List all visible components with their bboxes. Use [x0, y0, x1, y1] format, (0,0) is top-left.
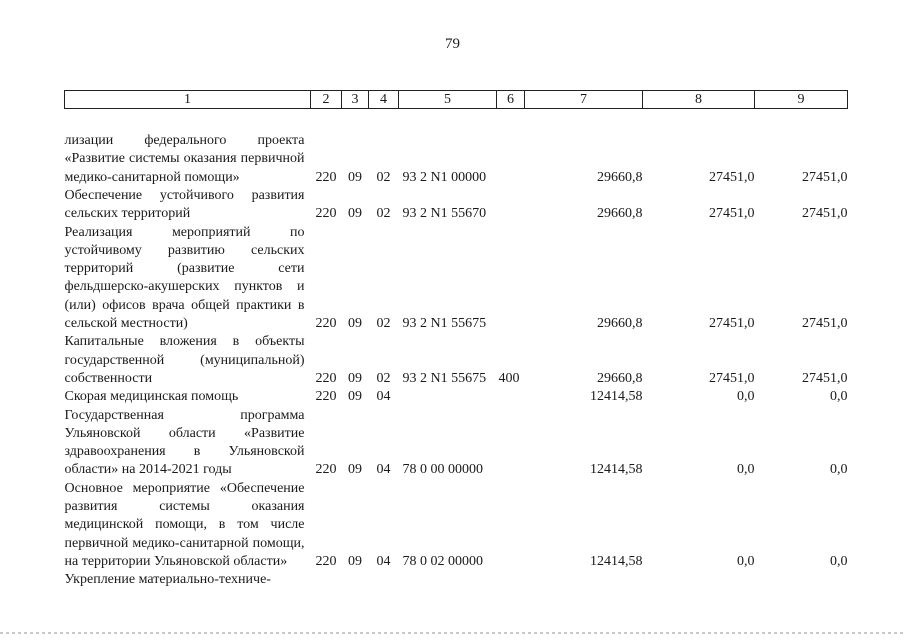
- code-admin: 220: [315, 553, 337, 569]
- header-col-8: 8: [643, 91, 755, 109]
- code-subsection: 02: [376, 169, 391, 185]
- table-row: [65, 571, 848, 589]
- code-expense-type: [497, 571, 525, 589]
- amount-col-8: [643, 571, 755, 589]
- amount-col-9: 0,0: [830, 389, 848, 405]
- row-name: Капитальные вложения в объекты государственной (муниципальной) собственности: [64, 334, 305, 386]
- code-target: 93 2 N1 55675: [402, 316, 487, 332]
- header-col-4: 4: [369, 91, 399, 109]
- code-section: 09: [348, 553, 362, 569]
- code-admin: 220: [315, 316, 337, 332]
- code-target: 78 0 00 00000: [402, 462, 483, 478]
- table-row: [65, 333, 848, 388]
- code-expense-type: [497, 388, 525, 406]
- code-expense-type: [497, 407, 525, 480]
- scan-edge-artifact: [0, 632, 905, 634]
- code-section: 09: [348, 316, 362, 332]
- row-name: Скорая медицинская помощь: [64, 389, 239, 405]
- amount-col-8: 27451,0: [709, 370, 755, 386]
- table-row: [65, 480, 848, 571]
- amount-col-9: 27451,0: [802, 370, 848, 386]
- code-expense-type: [497, 224, 525, 334]
- row-name: Реализация мероприятий по устойчивому развитию сельских территорий (развитие сети фельдшерско-акушерских пунктов и (или) офисов врача общей практики в сельской местности): [64, 224, 305, 332]
- code-admin: 220: [315, 206, 337, 222]
- row-name: лизации федерального проекта «Развитие системы оказания первичной медико-санитарной помощи»: [64, 133, 305, 185]
- code-section: 09: [348, 370, 362, 386]
- code-subsection: 04: [376, 389, 391, 405]
- row-name: Укрепление материально-техниче-: [64, 572, 271, 588]
- code-admin: [311, 571, 342, 589]
- code-subsection: 02: [376, 370, 391, 386]
- amount-col-8: 27451,0: [709, 169, 755, 185]
- code-admin: 220: [315, 370, 337, 386]
- amount-col-7: [525, 571, 643, 589]
- code-subsection: 02: [376, 316, 391, 332]
- code-target: [399, 571, 497, 589]
- code-section: 09: [348, 462, 362, 478]
- table-row: [65, 388, 848, 406]
- table-row: [65, 407, 848, 480]
- code-admin: 220: [315, 462, 337, 478]
- amount-col-7: 29660,8: [597, 206, 643, 222]
- code-expense-type: [497, 109, 525, 188]
- row-name: Основное мероприятие «Обеспечение развития системы оказания медицинской помощи, в том числе первичной медико-санитарной помощи, на территории Ульяновской области»: [64, 480, 305, 569]
- row-name: Обеспечение устойчивого развития сельских территорий: [64, 188, 305, 222]
- code-subsection: 04: [376, 553, 391, 569]
- amount-col-8: 0,0: [737, 389, 755, 405]
- header-col-3: 3: [342, 91, 369, 109]
- amount-col-8: 0,0: [737, 462, 755, 478]
- code-subsection: 04: [376, 462, 391, 478]
- table-row: [65, 224, 848, 334]
- budget-table: [64, 90, 848, 590]
- header-col-6: 6: [497, 91, 525, 109]
- code-target: [399, 388, 497, 406]
- code-expense-type: [497, 480, 525, 571]
- amount-col-8: 27451,0: [709, 316, 755, 332]
- code-target: 93 2 N1 00000: [402, 169, 487, 185]
- code-subsection: [369, 571, 399, 589]
- amount-col-7: 12414,58: [590, 553, 643, 569]
- header-col-7: 7: [525, 91, 643, 109]
- header-row: [65, 91, 848, 109]
- code-section: 09: [348, 389, 362, 405]
- amount-col-9: 27451,0: [802, 206, 848, 222]
- code-subsection: 02: [376, 206, 391, 222]
- code-admin: 220: [315, 389, 337, 405]
- page-number: 79: [445, 36, 460, 52]
- amount-col-7: 12414,58: [590, 389, 643, 405]
- header-col-1: 1: [65, 91, 311, 109]
- amount-col-7: 29660,8: [597, 169, 643, 185]
- amount-col-7: 12414,58: [590, 462, 643, 478]
- table-row: [65, 109, 848, 188]
- header-col-5: 5: [399, 91, 497, 109]
- row-name: Государственная программа Ульяновской области «Развитие здравоохранения в Ульяновской области» на 2014-2021 годы: [64, 407, 305, 478]
- code-target: 78 0 02 00000: [402, 553, 483, 569]
- code-target: 93 2 N1 55670: [402, 206, 487, 222]
- amount-col-9: 0,0: [830, 462, 848, 478]
- code-admin: 220: [315, 169, 337, 185]
- code-section: [342, 571, 369, 589]
- amount-col-8: 0,0: [737, 553, 755, 569]
- amount-col-9: 27451,0: [802, 316, 848, 332]
- amount-col-9: 27451,0: [802, 169, 848, 185]
- code-target: 93 2 N1 55675: [402, 370, 487, 386]
- amount-col-8: 27451,0: [709, 206, 755, 222]
- code-expense-type: [497, 187, 525, 224]
- amount-col-7: 29660,8: [597, 316, 643, 332]
- code-expense-type: 400: [498, 370, 520, 386]
- amount-col-9: [755, 571, 848, 589]
- table-row: [65, 187, 848, 224]
- header-col-2: 2: [311, 91, 342, 109]
- header-col-9: 9: [755, 91, 848, 109]
- amount-col-9: 0,0: [830, 553, 848, 569]
- code-section: 09: [348, 206, 362, 222]
- amount-col-7: 29660,8: [597, 370, 643, 386]
- code-section: 09: [348, 169, 362, 185]
